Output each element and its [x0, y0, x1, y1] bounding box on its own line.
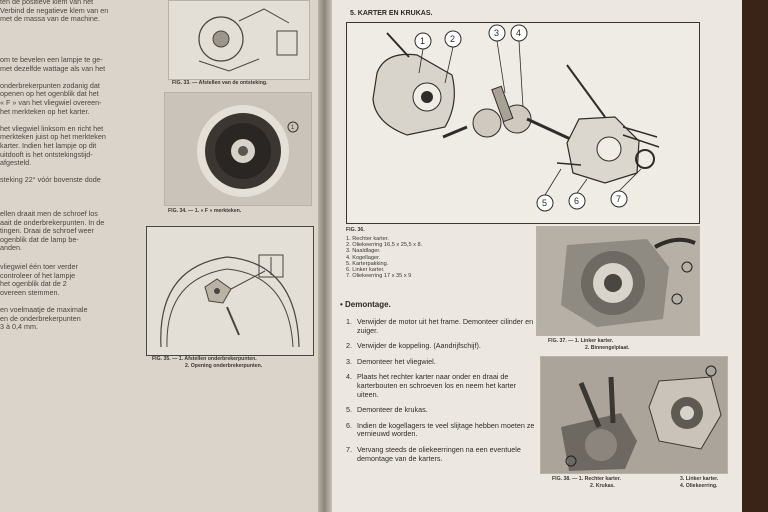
step-item: 7. Vervang steeds de oliekeerringen na een eventuele demontage van de karters.	[346, 444, 521, 463]
callout-6	[569, 179, 587, 209]
left-bottom-text: vliegwiel één toer verder controleer of het lampje het ogenblik dat de 2 overeen stemmen. en voelmaatje de maximale en de onderbrekerpunten 3 à 0,4 mm.	[0, 262, 88, 332]
svg-text:1: 1	[420, 36, 426, 46]
callout-3	[489, 25, 505, 93]
fig34-caption: FIG. 34. — 1. « F » merkteken.	[168, 208, 242, 214]
ignition-diagram	[169, 1, 309, 79]
fig34-photo	[164, 92, 312, 206]
fig38-caption-2: 2. Krukas.	[590, 483, 615, 489]
step-item: 6. Indien de kogellagers te veel slijtage hebben moeten ze vernieuwd worden.	[346, 420, 535, 439]
fig37-caption-2: 2. Binnengelplaat.	[585, 345, 630, 351]
fig38-caption-4: 4. Oliekeerring.	[680, 483, 718, 489]
fig33-drawing	[168, 0, 310, 80]
fig36-legend: 1. Rechter karter. 2. Oliekeerring 16,5 x 25,5 x 8. 3. Naaldlager. 4. Kogellager. 5. Karterpakking. 6. Linker karter. 7. Oliekeerring 17 x 35 x 9	[346, 236, 423, 280]
fig37-photo	[536, 226, 700, 336]
fig35-drawing	[146, 226, 314, 356]
demontage-heading: • Demontage.	[340, 300, 391, 309]
left-crankcase-photo	[537, 227, 699, 335]
left-page	[0, 0, 318, 512]
flywheel-photo	[165, 93, 311, 205]
fig35-caption-1: FIG. 35. — 1. Afstellen onderbrekerpunten.	[152, 356, 257, 362]
book-gutter	[318, 0, 332, 512]
step-item: 3. Demonteer het vliegwiel.	[346, 356, 436, 366]
svg-text:2: 2	[450, 34, 456, 44]
fig36-label: FIG. 36.	[346, 227, 365, 233]
step-item: 4. Plaats het rechter karter naar onder en draai de karterbouten en schroeven los en neem het karter uiteen.	[346, 372, 517, 399]
demontage-steps	[346, 318, 536, 470]
crankshaft-disassembly-photo	[541, 357, 727, 473]
left-mid-text: om te bevelen een lampje te ge- met dezelfde wattage als van het onderbrekerpunten zodanig dat openen op het ogenblik dat het « F » van het vliegwiel overeen- het merkteken op het karter. het vliegwiel linksom en richt het merkteken juist op het merkteken karter. Indien het lampje op dit uitdooft is het ontstekingstijd- afgesteld. steking 22° vóór bovenste dode	[0, 55, 106, 185]
callout-4	[511, 25, 527, 107]
step-item: 5. Demonteer de krukas.	[346, 405, 428, 415]
svg-text:7: 7	[616, 194, 622, 204]
background-edge	[742, 0, 768, 512]
svg-text:1: 1	[291, 125, 295, 131]
svg-text:5: 5	[542, 198, 548, 208]
left-lower-text: ellen draait men de schroef los aait de onderbrekerpunten. In de tingen. Draai de schroef weer ogenblik dat de lamp be- anden.	[0, 209, 105, 253]
step-item: 1. Verwijder de motor uit het frame. Demonteer cilinder en zuiger.	[346, 317, 534, 335]
fig38-photo	[540, 356, 728, 474]
fig35-caption-2: 2. Opening onderbrekerpunten.	[185, 363, 263, 369]
svg-text:6: 6	[574, 196, 580, 206]
fig38-caption-3: 3. Linker karter.	[680, 476, 719, 482]
svg-text:3: 3	[494, 28, 500, 38]
step-item: 2. Verwijder de koppeling. (Aandrijfschijf).	[346, 341, 481, 351]
svg-text:4: 4	[516, 28, 522, 38]
fig33-caption: FIG. 33. — Afstellen van de ontsteking.	[172, 80, 268, 86]
fig36-exploded-view	[346, 22, 700, 224]
section-title: 5. KARTER EN KRUKAS.	[350, 10, 433, 17]
breaker-points-diagram	[147, 227, 313, 355]
fig38-caption-1: FIG. 38. — 1. Rechter karter.	[552, 476, 621, 482]
crankcase-exploded-diagram	[347, 23, 699, 223]
fig37-caption-1: FIG. 37. — 1. Linker karter.	[548, 338, 614, 344]
callout-5	[537, 169, 561, 211]
left-top-text: ten de positieve klem van het Verbind de negatieve klem van en met de massa van de machine.	[0, 0, 109, 24]
